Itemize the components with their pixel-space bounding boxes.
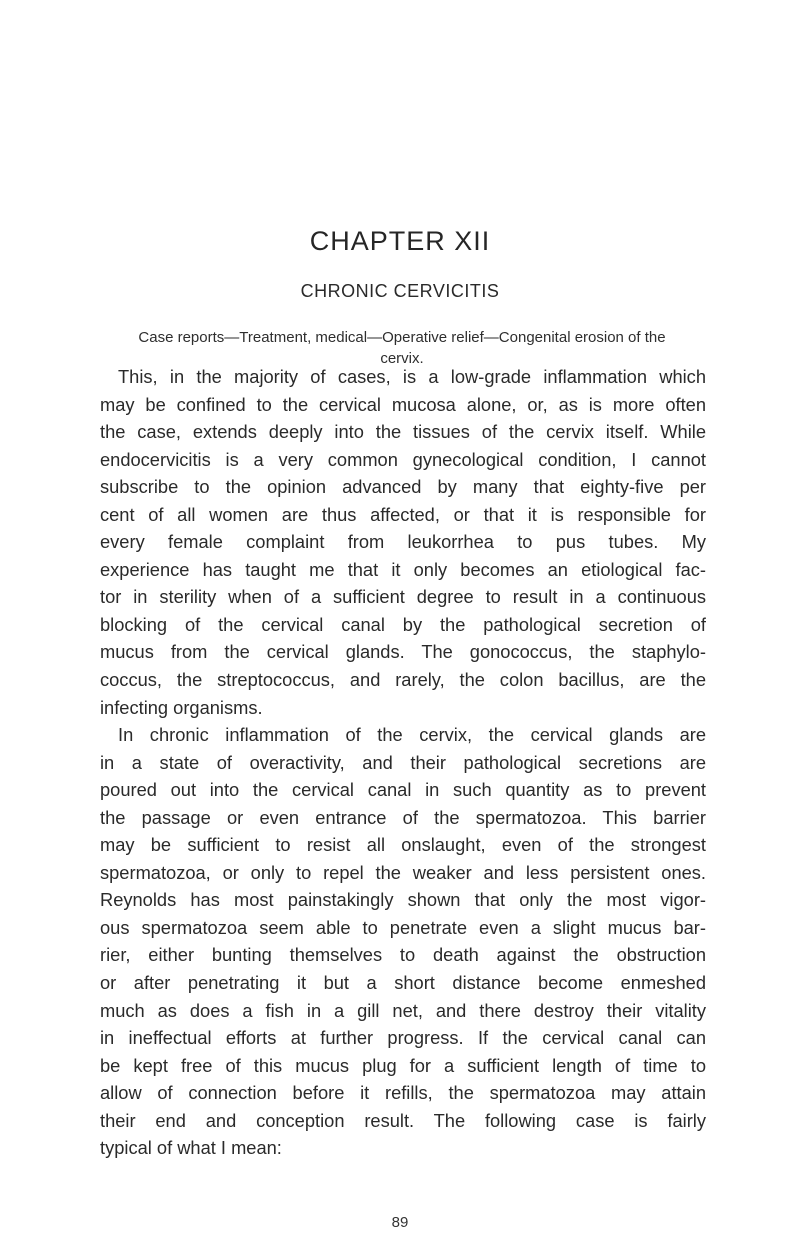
text-line: spermatozoa, or only to repel the weaker and less persistent ones. — [100, 861, 706, 883]
text-line: the passage or even entrance of the spermatozoa. This barrier — [100, 806, 706, 828]
text-line: in a state of overactivity, and their pathological secretions are — [100, 751, 706, 773]
text-line: Reynolds has most painstakingly shown that only the most vigor- — [100, 889, 706, 911]
text-line: may be sufficient to resist all onslaught, even of the strongest — [100, 834, 706, 856]
text-line: every female complaint from leukorrhea to pus tubes. My — [100, 531, 706, 553]
text-line: This, in the majority of cases, is a low-grade inflammation which — [118, 366, 706, 387]
text-line: may be confined to the cervical mucosa alone, or, as is more often — [100, 393, 706, 415]
text-line: coccus, the streptococcus, and rarely, the colon bacillus, are the — [100, 669, 706, 691]
text-line: their end and conception result. The following case is fairly — [100, 1109, 706, 1131]
text-line: In chronic inflammation of the cervix, the cervical glands are — [118, 724, 706, 746]
paragraph — [100, 721, 706, 1162]
text-line: experience has taught me that it only becomes an etiological fac- — [100, 558, 706, 580]
chapter-subtitle: CHRONIC CERVICITIS — [300, 281, 500, 301]
text-line: in ineffectual efforts at further progress. If the cervical canal can — [100, 1027, 706, 1049]
synopsis-line: Case reports—Treatment, medical—Operative relief—Congenital erosion of the — [138, 329, 666, 346]
text-line: endocervicitis is a very common gynecological condition, I cannot — [100, 448, 706, 470]
text-line: mucus from the cervical glands. The gonococcus, the staphylo- — [100, 641, 706, 663]
text-line: ous spermatozoa seem able to penetrate even a slight mucus bar- — [100, 916, 706, 938]
text-line: subscribe to the opinion advanced by many that eighty-five per — [100, 476, 706, 498]
text-line: rier, either bunting themselves to death against the obstruction — [100, 944, 706, 966]
text-line: allow of connection before it refills, the spermatozoa may attain — [100, 1082, 706, 1104]
text-line: poured out into the cervical canal in such quantity as to prevent — [100, 779, 706, 801]
synopsis-line: cervix. — [380, 350, 424, 367]
chapter-title: CHAPTER XII — [309, 226, 491, 256]
text-line: be kept free of this mucus plug for a sufficient length of time to — [100, 1054, 706, 1076]
page-number: 89 — [391, 1214, 409, 1231]
text-line: the case, extends deeply into the tissues of the cervix itself. While — [100, 421, 706, 443]
text-line: typical of what I mean: — [100, 1137, 282, 1159]
body-text — [100, 363, 706, 1162]
text-line: cent of all women are thus affected, or that it is responsible for — [100, 503, 706, 525]
text-line: blocking of the cervical canal by the pathological secretion of — [100, 613, 706, 635]
text-line: tor in sterility when of a sufficient degree to result in a continuous — [100, 586, 706, 608]
paragraph — [100, 363, 706, 721]
text-line: or after penetrating it but a short distance become enmeshed — [100, 972, 706, 994]
text-line: infecting organisms. — [100, 696, 263, 718]
text-line: much as does a fish in a gill net, and there destroy their vitality — [100, 999, 706, 1021]
